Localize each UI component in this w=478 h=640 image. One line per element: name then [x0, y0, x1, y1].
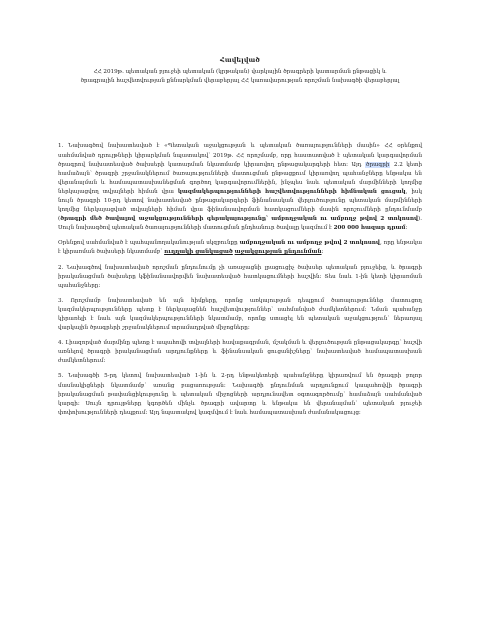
paragraph-text: ). Սույն նախագծով պետական ծառայությունների մատուցման ընդհանուր ծավալը կազմում է	[58, 216, 422, 232]
emphasized-text: աջակցության ընդունման	[234, 249, 322, 256]
paragraph-text: 3. Որոշմամբ նախատեսված են այն հիմքերը, որոնց առկայության դեպքում ծառայություններ մատուցող կազմակերպությունները պետք է ներկայացնեն հաշվետվություններ՝ սահմանված ժամկետներում։ Նման պահանջը կիրառելի է նաև այն կազմակերպությունների նկատմամբ, որոնք ստացել են պետական աջակցություն՝ ներառյալ վարկային ծրագրերի շրջանակներում տրամադրված միջոցները։	[58, 297, 422, 332]
paragraph-text: 1. Նախագծով նախատեսված է «Պետական աջակցության և պետական ծառայությունների մասին» ՀՀ օրենքով սահմանված դրույթների կիրարկման նպատակով՝ 2019թ. ՀՀ որոշմամբ, որը հաստատված է պետական կարգավորման ծրագրով նախատեսված ծախսերի կատարման նկատմամբ կիրառվող ընթացակարգերի հետ։ Այդ	[58, 143, 422, 168]
paragraph-text: ։	[321, 249, 324, 256]
document-body	[58, 142, 422, 418]
body-paragraph	[58, 339, 422, 366]
paragraph-text: 2.2 կետի համաձայն՝ ծրագրի շրջանակներում ծառայությունների մատուցման ընթացքում կիրառվող պահանջները ենթակա են վերանայման և համապատասխանեցման գործող կարգավորումներին, ինչպես նաև պետական մարմինների կողմից ներկայացվող տվյալների հիման վրա	[58, 161, 422, 195]
emphasized-text: 200 000 հազար դրամ	[333, 225, 406, 232]
emphasized-text: ուղղակի ցանկացած	[164, 249, 233, 256]
body-paragraph	[58, 239, 422, 257]
emphasized-text: կազմակերպությունների հաշվետվությունների հիմնական ցուցակ	[177, 188, 406, 195]
paragraph-text: 4. Լիազորված մարմինը պետք է ապահովի տվյալների հավաքագրման, մշակման և վերլուծության ընթացակարգը՝ հաշվի առնելով ծրագրի իրականացման արդյունքները և ֆինանսական ցուցանիշները՝ նախատեսված համապատասխան ժամկետներում։	[58, 340, 422, 365]
paragraph-text: , որը ենթակա է կիրառման ծախսերի նկատմամբ՝	[58, 240, 423, 256]
body-paragraph	[58, 264, 422, 291]
document-title: Հավելված	[220, 56, 260, 64]
emphasized-text: ամբողջական ու ամբողջ թվով 2 տոկոսով	[239, 240, 380, 247]
paragraph-text: 5. Նախագծի 5-րդ կետով նախատեսված 1-ին և 2-րդ ենթակետերի պահանջները կիրառվում են ծրագրի բոլոր մասնակիցների նկատմամբ՝ առանց բացառության։ Նախագծի ընդունման արդյունքում կապահովվի ծրագրի իրականացման թափանցիկությունը և պետական միջոցների արդյունավետ օգտագործումը՝ համաձայն սահմանված կարգի։ Սույն դրույթները կգործեն մինչև ծրագրի ավարտը և ենթակա են վերանայման՝ պետական բյուջեի փոփոխությունների դեպքում։ Այդ նպատակով կազմվում է նաև համապատասխան ժամանակացույց։	[58, 373, 422, 416]
highlighted-text: ծրագրի	[366, 161, 390, 168]
body-paragraph	[58, 142, 422, 233]
document-subtitle: ՀՀ 2019թ. պետական բյուջեի պետական (կրթական) վարկային ծրագրերի կատարման ընթացիկ և ծրագրային հաշվետվության քննարկման վերաբերյալ ՀՀ կառավարության որոշման նախագծի վերաբերյալ	[80, 69, 400, 85]
paragraph-text: 2. Նախագծով նախատեսված որոշման ընդունումը չի առաջացնի լրացուցիչ ծախսեր պետական բյուջեից, և ծրագրի իրականացման ծախսերը կֆինանսավորվեն նախատեսված հատկացումների հաշվին։ Տես նաև 1-ին կետի կիրառման պահանջները։	[58, 264, 422, 289]
paragraph-text: , իսկ նույն ծրագրի 10-րդ կետով նախատեսված ընթացակարգերի ֆինանսական վերլուծությունը պետական մարմինների կողմից ներկայացված տվյալների հիման վրա ֆինանսավորման հատկացումների մասին որոշումների ընդունմամբ (	[58, 188, 422, 223]
body-paragraph	[58, 297, 422, 333]
body-paragraph	[58, 372, 422, 417]
paragraph-text: Օրենքով սահմանված է պահպանողականության սկզբունքը	[58, 240, 240, 247]
paragraph-text: ։	[405, 225, 408, 232]
emphasized-text: ծրագրի մեծ ծավալով աջակցությունների գերակայությունը՝	[60, 216, 272, 223]
emphasized-text: ամբողջական ու ամբողջ թվով 2 տոկոսով	[271, 216, 419, 223]
